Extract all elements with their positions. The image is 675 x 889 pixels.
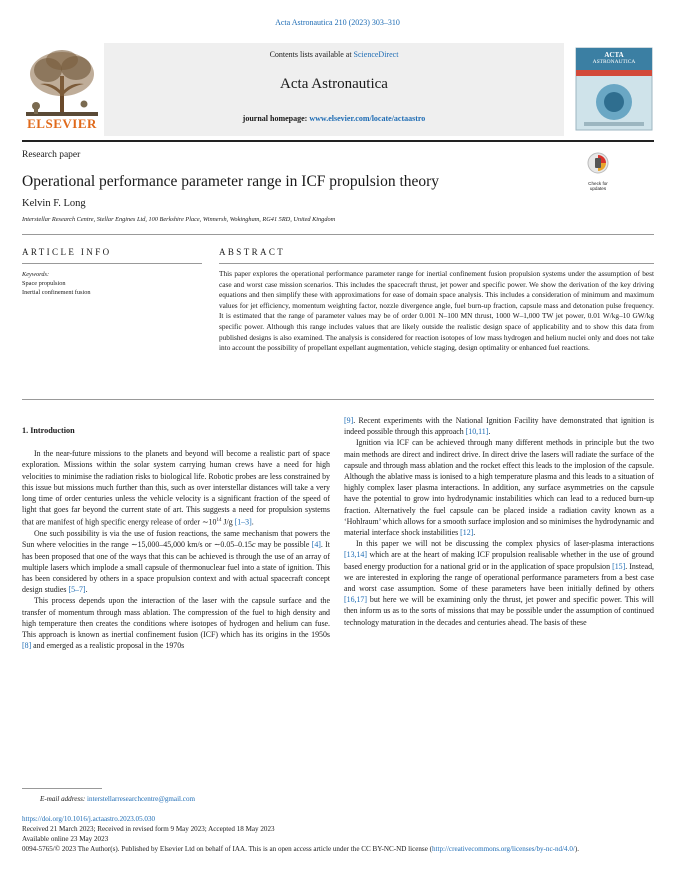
license-link[interactable]: http://creativecommons.org/licenses/by-nc-nd/4.0/ [431, 845, 575, 853]
email-footnote [40, 794, 195, 804]
elsevier-logo [22, 46, 102, 132]
license-statement: 0094-5765/© 2023 The Author(s). Published by Elsevier Ltd on behalf of IAA. This is an open access article under the CC BY-NC-ND license (http://creativecommons.org/licenses/by-nc-nd/4.0/). [22, 845, 580, 853]
publication-info [22, 814, 654, 854]
citation-link[interactable]: [1–3] [234, 518, 252, 528]
keywords-label: Keywords: [22, 271, 50, 278]
citation-link[interactable]: [4] [311, 540, 321, 550]
keyword-item: Inertial confinement fusion [22, 289, 91, 296]
journal-title: Acta Astronautica [280, 76, 388, 92]
crossmark-label-2: updates [589, 186, 607, 191]
article-title: Operational performance parameter range in ICF propulsion theory [22, 173, 440, 190]
abstract-heading: ABSTRACT [219, 247, 286, 257]
paragraph-3-start: This process depends upon the interaction of the laser with the capsule surface and the transfer of momentum through mass ablation. The compression of the fuel to high density and high temperature then creates the conditions where isotopes of hydrogen and helium can fuse. This approach is known as inertial confinement fusion (ICF) which has its origins in the 1950s [8] and emerged as a realistic proposal in the 1970s [22, 596, 330, 651]
journal-homepage-line [104, 114, 564, 123]
abstract-bottom-rule [22, 399, 654, 400]
received-dates: Received 21 March 2023; Received in revised form 9 May 2023; Accepted 18 May 2023 [22, 825, 275, 833]
article-info-heading: ARTICLE INFO [22, 247, 112, 257]
abstract-rule [219, 263, 654, 264]
crossmark-label-1: Check for [588, 181, 608, 186]
citation-link[interactable]: [12] [460, 528, 474, 538]
citation-link[interactable]: [9] [344, 416, 354, 425]
keyword-item: Space propulsion [22, 280, 66, 287]
paragraph-5: In this paper we will not be discussing the complex physics of laser-plasma interactions [13,14] which are at the heart of making ICF propulsion realisable whether in the use of ground based energy production for a national grid or in the application of space propulsion [15]. Instead, we are interested in exploring the range of operational performance parameters from a best case and worst case assumption. Some of these parameters have been initially defined by others [16,17] but here we will be examining only the thrust, jet power and specific power. This will then inform us as to the sorts of missions that may be possible under the assumption of continued technology maturation in the decades and centuries ahead. The basis of these [344, 539, 654, 627]
citation-link[interactable]: [15] [612, 561, 626, 571]
sciencedirect-link[interactable]: ScienceDirect [353, 50, 399, 59]
paragraph-3-continued: [9]. Recent experiments with the National Ignition Facility have demonstrated that ignition is indeed possible through this approach [10,11]. [344, 416, 654, 437]
crossmark-icon [582, 152, 614, 176]
email-label: E-mail address: [40, 795, 86, 803]
journal-reference[interactable]: Acta Astronautica 210 (2023) 303–310 [275, 18, 400, 27]
abstract-text: This paper explores the operational performance parameter range for inertial confinement fusion propulsion systems under the assumption of best case and worst case mission scenarios. This includes the spacecraft thrust, jet power and specific power. We show the derivation of the key driving equations and then simplify these with approximations for ease of domain space analysis. This includes a consideration of minimum and maximum values for jet efficiency, momentum weighting factor, nozzle divergence angle, fuel burn-up fraction, capsule mass and detonation pulse frequency. It is estimated that the range of parameter values may be of order 0.001 N–100 MN thrust, 1000 W–1,000 TW jet power, 0.01 W/kg–10 GW/kg specific power. Although this range includes values that are likely outside the realistic design space of applicability and to show this data from published designs is also examined. The analysis is considered for reaction isotopes of low mass hydrogen and helium nuclei only and does not take into account the possibility of propellant expellant augmentation, vehicle staging, design optimality or enhanced fuel reactions. [219, 269, 654, 353]
available-online: Available online 23 May 2023 [22, 835, 109, 843]
cover-title: ACTA [604, 51, 624, 59]
paragraph-4: Ignition via ICF can be achieved through many different methods in principle but the two main methods are direct and indirect drive. In direct drive the lasers will radiate the surface of the capsule and through mass ablation and the rocket effect this leads to the implosion of the capsule. Although the ablative mass is ionised to a high temperature plasma and this leads to a situation of highly complex laser plasma interactions. In addition, any surface asymmetries on the capsule have the potential to grow into hydrodynamic instabilities which can lead to a reduced burn-up fraction. Alternatively the fuel capsule can be placed inside a radiation cavity known as a ‘Hohlraum’ which allows for a smooth surface implosion and so minimises the hydrodynamic and material interface shock instabilities [12]. [344, 438, 654, 538]
contents-line [104, 50, 564, 59]
header-divider [22, 140, 654, 142]
article-type: Research paper [22, 150, 81, 160]
contents-prefix: Contents lists available at [269, 50, 352, 59]
homepage-prefix: journal homepage: [242, 114, 308, 123]
body-column-right [344, 415, 654, 628]
elsevier-wordmark: ELSEVIER [27, 116, 97, 131]
citation-link[interactable]: [16,17] [344, 595, 368, 605]
journal-cover-image [574, 46, 654, 132]
paragraph-2: One such possibility is via the use of fusion reactions, the same mechanism that powers the Sun where velocities in the range ∼15,000–45,000 km/s or ∼0.05–0.15c may be possible [4]. It has been proposed that one of the ways that this can be achieved is through the use of an array of multiple lasers which implode a small capsule of thermonuclear fuel into a state of ignition. This has been considered by others in a space propulsion context and with actual spacecraft concept design studies [5–7]. [22, 529, 330, 595]
info-rule [22, 263, 202, 264]
footnote-rule [22, 788, 102, 789]
citation-link[interactable]: [10,11] [465, 427, 489, 437]
doi-link[interactable]: https://doi.org/10.1016/j.actaastro.2023.05.030 [22, 815, 156, 823]
keywords-block [22, 270, 202, 297]
citation-link[interactable]: [5–7] [68, 585, 86, 595]
citation-link[interactable]: [13,14] [344, 550, 368, 560]
check-for-updates-badge[interactable] [582, 152, 614, 191]
section-heading-introduction: 1. Introduction [22, 426, 75, 435]
author-affiliation: Interstellar Research Centre, Stellar Engines Ltd, 100 Berkshire Place, Winnersh, Wokingham, RG41 5RD, United Kingdom [22, 216, 336, 223]
body-column-left [22, 425, 330, 651]
paragraph-1: In the near-future missions to the planets and beyond will become a realistic part of space exploration. Missions within the solar system carrying human crews have a need for high velocities to minimise the radiation risks to biological life. Robotic probes are less constrained by this issue but missions much further than this, such as over interstellar distances will take a very long time of order centuries unless the vehicle velocity is a significant fraction of the speed of light that goes far beyond the current state of art. This suggests a need for propulsion systems that are manifest of high specific energy release of order $\sim 10^{14}$ J/g [1–3]. [22, 449, 330, 528]
homepage-link[interactable]: www.elsevier.com/locate/actaastro [309, 114, 426, 123]
affiliation-divider [22, 234, 654, 235]
author-name: Kelvin F. Long [22, 198, 86, 209]
email-link[interactable]: interstellarresearchcentre@gmail.com [87, 795, 196, 803]
citation-link[interactable]: [8] [22, 641, 32, 651]
cover-subtitle: ASTRONAUTICA [592, 59, 636, 65]
